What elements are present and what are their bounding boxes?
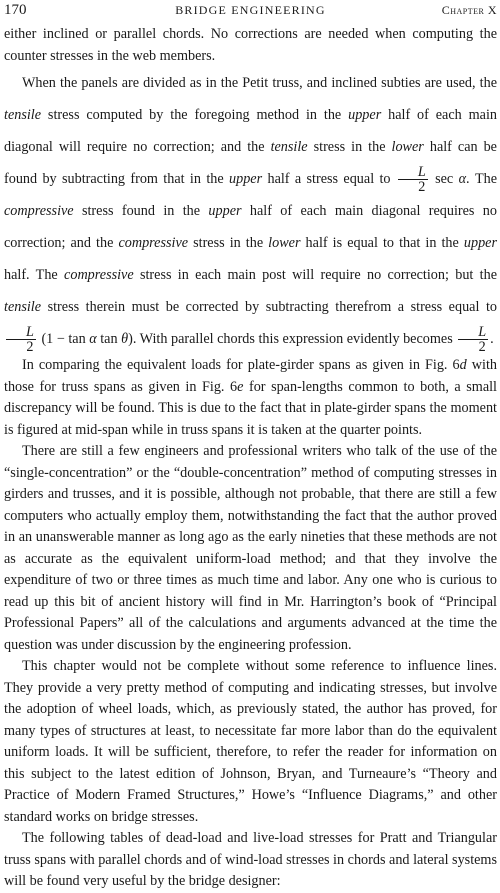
page-number: 170	[4, 2, 27, 18]
paragraph-stress-tables: The following tables of dead-load and live-load stresses for Pratt and Triangular truss spans with parallel chords and of wind-load stresses in chords and lateral systems will be found very useful by the bridge designer:	[4, 830, 497, 889]
running-title: BRIDGE ENGINEERING	[175, 3, 326, 17]
fraction-l-over-2: $\frac{L}{2}$	[6, 325, 36, 354]
fraction-l-over-2: $\frac{L}{2}$	[458, 325, 488, 354]
paragraph-influence-lines: This chapter would not be complete without some reference to influence lines. They provide a very pretty method of computing and indicating stresses, but involve the adoption of wheel loads, which, as previously stated, the author has proved, for many types of structures at least, to necessitate far more labor than do the equivalent uniform loads. It will be sufficient, therefore, to refer the reader for information on this subject to the latest edition of Johnson, Bryan, and Turneaure’s “Theory and Practice of Modern Framed Structures,” Howe’s “Influence Diagrams,” and other standard works on bridge stresses.	[4, 658, 497, 825]
paragraph-continuation: either inclined or parallel chords. No corrections are needed when computing the counter stresses in the web members.	[4, 26, 497, 64]
chapter-label: Chapter X	[441, 3, 497, 17]
document-page	[4, 0, 497, 893]
paragraph-equivalent-loads: In comparing the equivalent loads for plate-girder spans as given in Fig. 6d with those for truss spans as given in Fig. 6e for span-lengths common to both, a small discrepancy will be found. This is due to the fact that in plate-girder spans the moment is figured at mid-span while in truss spans it is taken at the quarter points.	[4, 357, 497, 438]
paragraph-concentration-methods: There are still a few engineers and professional writers who talk of the use of the “single-concentration” or the “double-concentration” method of computing stresses in girders and trusses, and it is possible, although not probable, that there are still a few computers who actually employ them, notwithstanding the fact that the author proved in an unanswerable manner as long ago as the early nineties that these methods are not as accurate as the equivalent uniform-load method; and that they involve the expenditure of two or three times as much time and labor. Any one who is curious to read up this bit of ancient history will find in Mr. Harrington’s book of “Principal Professional Papers” all of the calculations and arguments advanced at the time the question was under discussion by the engineering profession.	[4, 443, 497, 653]
page-header	[4, 0, 497, 20]
paragraph-petit-truss: When the panels are divided as in the Petit truss, and inclined subties are used, the tensile stress computed by the foregoing method in the upper half of each main diagonal will require no correction; and the tensile stress in the lower half can be found by subtracting from that in the upper half a stress equal to $\frac{L}{2}$ sec α. The compressive stress found in the upper half of each main diagonal requires no correction; and the compressive stress in the lower half is equal to that in the upper half. The compressive stress in each main post will require no correction; but the tensile stress therein must be corrected by subtracting therefrom a stress equal to $\frac{L}{2}$ (1 − tan α tan θ). With parallel chords this expression evidently becomes $\frac{L}{2}$ .	[4, 75, 498, 356]
fraction-l-over-2: $\frac{L}{2}$	[398, 165, 428, 194]
